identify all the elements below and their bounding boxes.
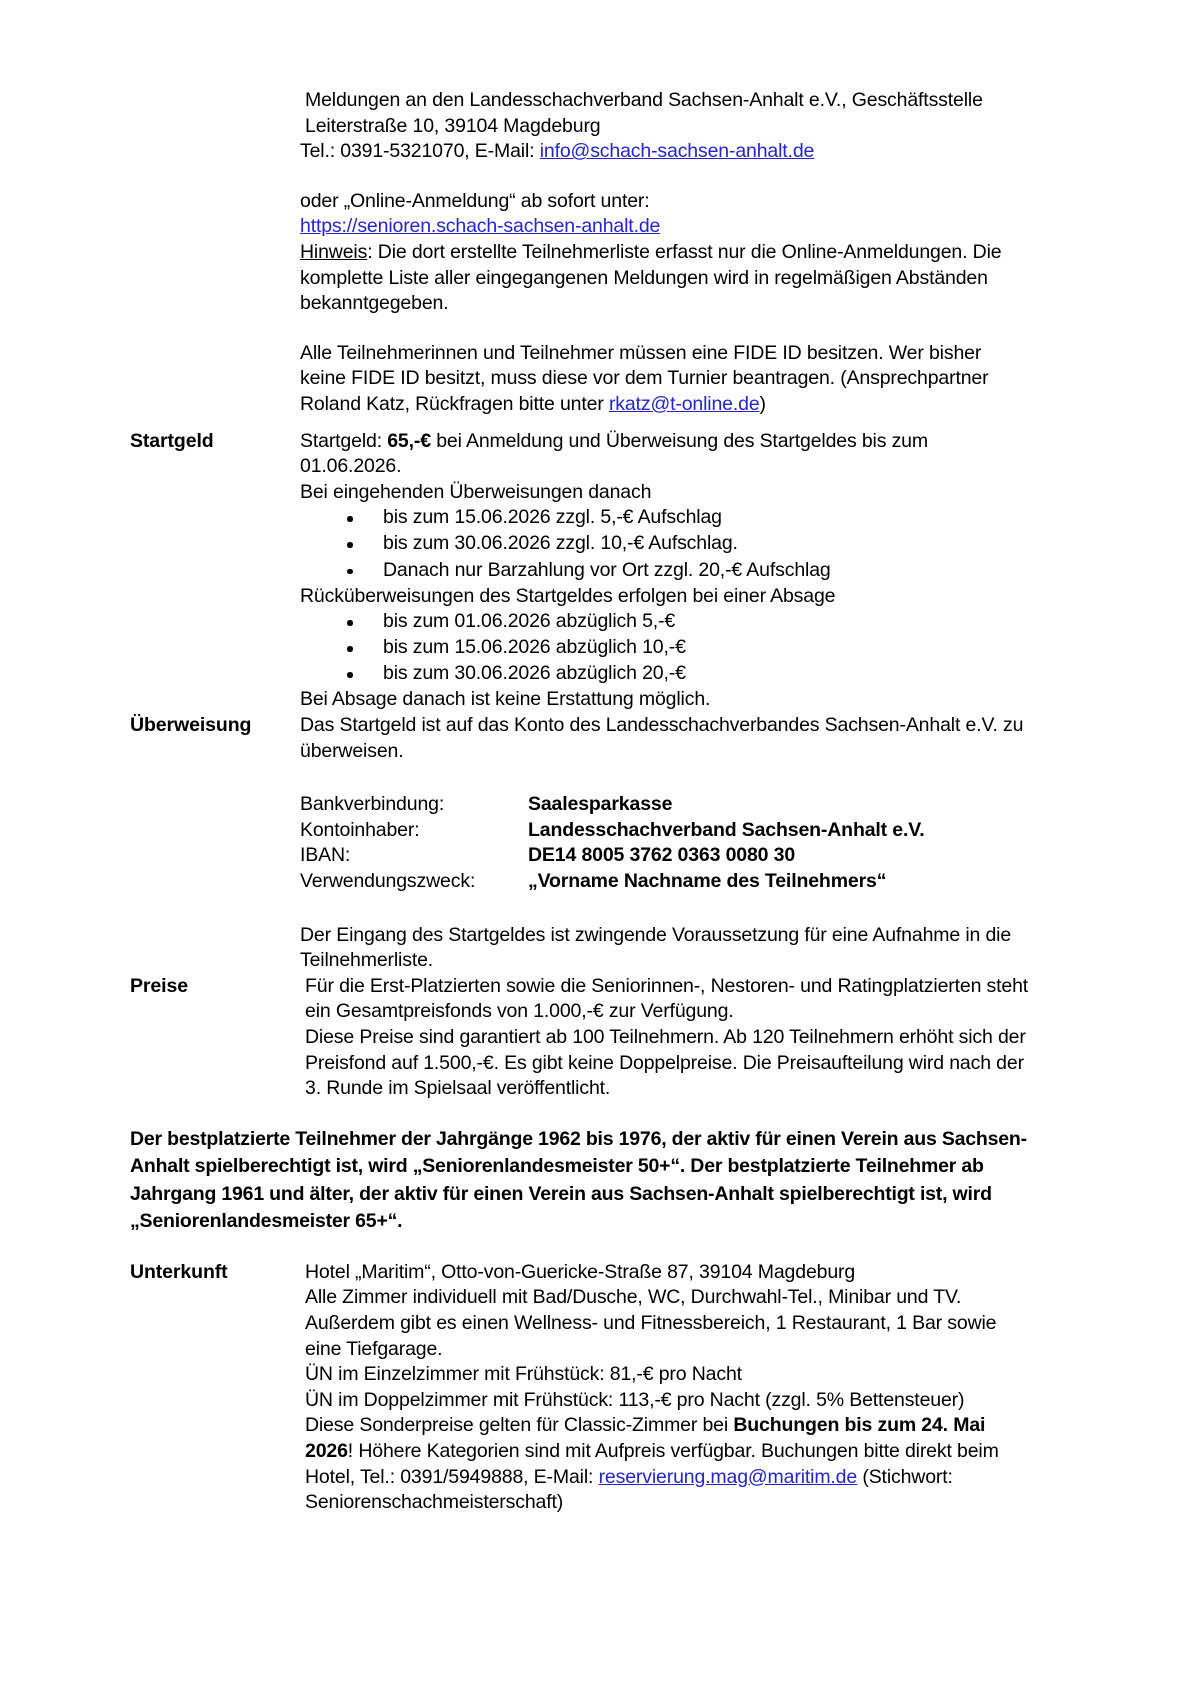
- list-item: bis zum 30.06.2026 abzüglich 20,-€: [300, 661, 1030, 687]
- list-item: bis zum 15.06.2026 abzüglich 10,-€: [300, 635, 1030, 661]
- preise-line-2: Diese Preise sind garantiert ab 100 Teilnehmern. Ab 120 Teilnehmern erhöht sich der Preisfond auf 1.500,-€. Es gibt keine Doppelpreise. Die Preisaufteilung wird nach der 3. Runde im Spielsaal veröffentlicht.: [305, 1026, 1026, 1100]
- startgeld-closing: Bei Absage danach ist keine Erstattung möglich.: [300, 688, 711, 711]
- fide-id-block: [130, 341, 1030, 418]
- table-row: [300, 869, 925, 895]
- surcharge-heading: Bei eingehenden Überweisungen danach: [300, 480, 652, 503]
- table-row: [300, 818, 925, 844]
- bank-row-value: DE14 8005 3762 0363 0080 30: [528, 844, 796, 867]
- ueberweisung-intro: Das Startgeld ist auf das Konto des Landesschachverbandes Sachsen-Anhalt e.V. zu überweisen.: [300, 714, 1024, 762]
- unterkunft-line-3: Außerdem gibt es einen Wellness- und Fitnessbereich, 1 Restaurant, 1 Bar sowie eine Tiefgarage.: [305, 1311, 997, 1360]
- registration-line-1: Meldungen an den Landesschachverband Sachsen-Anhalt e.V., Geschäftsstelle: [305, 89, 983, 111]
- bank-row-key: Verwendungszweck:: [300, 870, 476, 893]
- table-row: [300, 792, 925, 818]
- fide-contact-email-link[interactable]: rkatz@t-online.de: [608, 392, 760, 415]
- preise-line-1: Für die Erst-Platzierten sowie die Seniorinnen-, Nestoren- und Ratingplatzierten steht ein Gesamtpreisfonds von 1.000,-€ zur Verfügung.: [305, 974, 1029, 1023]
- list-item: bis zum 01.06.2026 abzüglich 5,-€: [300, 609, 1030, 635]
- registration-line-2: Leiterstraße 10, 39104 Magdeburg: [305, 114, 601, 137]
- section-startgeld: [130, 429, 1030, 714]
- surcharge-list: [300, 505, 1030, 583]
- startgeld-intro-suffix: bei Anmeldung und Überweisung des Startgeldes bis zum 01.06.2026.: [300, 429, 928, 478]
- spacer: [130, 1236, 1030, 1260]
- document-body: [130, 88, 1030, 1516]
- fide-text-before: Alle Teilnehmerinnen und Teilnehmer müssen eine FIDE ID besitzen. Wer bisher keine FIDE ID besitzt, muss diese vor dem Turnier beantragen. (Ansprechpartner Roland Katz, Rückfragen bitte unter: [300, 341, 989, 415]
- refund-heading: Rücküberweisungen des Startgeldes erfolgen bei einer Absage: [300, 584, 836, 607]
- booking-deadline: Buchungen bis zum 24. Mai 2026: [305, 1414, 986, 1462]
- section-preise: [130, 974, 1030, 1102]
- ueberweisung-closing: Der Eingang des Startgeldes ist zwingende Voraussetzung für eine Aufnahme in die Teilnehmerliste.: [300, 923, 1012, 972]
- booking-suffix: (Stichwort: Seniorenschachmeisterschaft): [305, 1465, 953, 1514]
- champion-note: Der bestplatzierte Teilnehmer der Jahrgänge 1962 bis 1976, der aktiv für einen Verein aus Sachsen-Anhalt spielberechtigt ist, wird „Seniorenlandesmeister 50+“. Der bestplatzierte Teilnehmer ab Jahrgang 1961 und älter, der aktiv für einen Verein aus Sachsen-Anhalt spielberechtigt ist, wird „Seniorenlandesmeister 65+“.: [130, 1127, 1027, 1233]
- booking-mid: ! Höhere Kategorien sind mit Aufpreis verfügbar. Buchungen bitte direkt beim Hotel, Tel.: 0391/5949888, E-Mail:: [305, 1439, 999, 1488]
- hint-label: Hinweis: [300, 240, 368, 263]
- spacer: [130, 418, 1030, 429]
- bank-details-table: [300, 792, 925, 894]
- registration-block: [130, 88, 1030, 165]
- startgeld-amount: 65,-€: [387, 429, 431, 452]
- registration-email-link[interactable]: info@schach-sachsen-anhalt.de: [539, 140, 815, 163]
- bank-row-value: „Vorname Nachname des Teilnehmers“: [528, 870, 887, 893]
- bank-row-value: Landesschachverband Sachsen-Anhalt e.V.: [528, 818, 925, 841]
- bank-row-key: Bankverbindung:: [300, 793, 445, 816]
- spacer: [130, 165, 1030, 189]
- unterkunft-line-5: ÜN im Doppelzimmer mit Frühstück: 113,-€ pro Nacht (zzgl. 5% Bettensteuer): [305, 1388, 965, 1411]
- hotel-email-link[interactable]: reservierung.mag@maritim.de: [598, 1465, 858, 1488]
- list-item: Danach nur Barzahlung vor Ort zzgl. 20,-€ Aufschlag: [300, 558, 1030, 584]
- unterkunft-line-4: ÜN im Einzelzimmer mit Frühstück: 81,-€ pro Nacht: [305, 1363, 742, 1386]
- unterkunft-line-2: Alle Zimmer individuell mit Bad/Dusche, WC, Durchwahl-Tel., Minibar und TV.: [305, 1286, 962, 1309]
- unterkunft-line-1: Hotel „Maritim“, Otto-von-Guericke-Straße 87, 39104 Magdeburg: [305, 1260, 856, 1283]
- bank-row-value: Saalesparkasse: [528, 793, 673, 816]
- bank-row-key: Kontoinhaber:: [300, 818, 420, 841]
- spacer: [300, 895, 1030, 923]
- hint-text: : Die dort erstellte Teilnehmerliste erfasst nur die Online-Anmeldungen. Die komplette Liste aller eingegangenen Meldungen wird in regelmäßigen Abständen bekanntgegeben.: [300, 240, 1002, 315]
- fide-id-text: [300, 341, 1030, 418]
- list-item: bis zum 15.06.2026 zzgl. 5,-€ Aufschlag: [300, 505, 1030, 531]
- ueberweisung-label: Überweisung: [130, 714, 252, 737]
- spacer: [300, 764, 1030, 792]
- registration-contact-line: [300, 139, 1030, 165]
- spacer: [130, 1102, 1030, 1126]
- spacer: [130, 317, 1030, 341]
- list-item: bis zum 30.06.2026 zzgl. 10,-€ Aufschlag.: [300, 531, 1030, 557]
- online-registration-link[interactable]: https://senioren.schach-sachsen-anhalt.de: [300, 215, 661, 238]
- online-url-line: [300, 214, 1030, 240]
- registration-phone-text: Tel.: 0391-5321070, E-Mail:: [300, 140, 540, 163]
- section-ueberweisung: [130, 713, 1030, 974]
- preise-label: Preise: [130, 974, 188, 997]
- fide-text-after: ): [759, 392, 766, 415]
- bank-row-key: IBAN:: [300, 844, 351, 867]
- unterkunft-label: Unterkunft: [130, 1260, 228, 1283]
- refund-list: [300, 609, 1030, 687]
- startgeld-intro-prefix: Startgeld:: [300, 429, 388, 452]
- section-unterkunft: [130, 1260, 1030, 1516]
- unterkunft-line-6: [305, 1413, 1030, 1515]
- table-row: [300, 843, 925, 869]
- startgeld-intro: [300, 429, 1030, 480]
- online-hint: [300, 240, 1030, 317]
- online-intro: oder „Online-Anmeldung“ ab sofort unter:: [300, 189, 650, 212]
- online-registration-block: [130, 189, 1030, 317]
- startgeld-label: Startgeld: [130, 429, 214, 452]
- booking-prefix: Diese Sonderpreise gelten für Classic-Zimmer bei: [305, 1414, 734, 1437]
